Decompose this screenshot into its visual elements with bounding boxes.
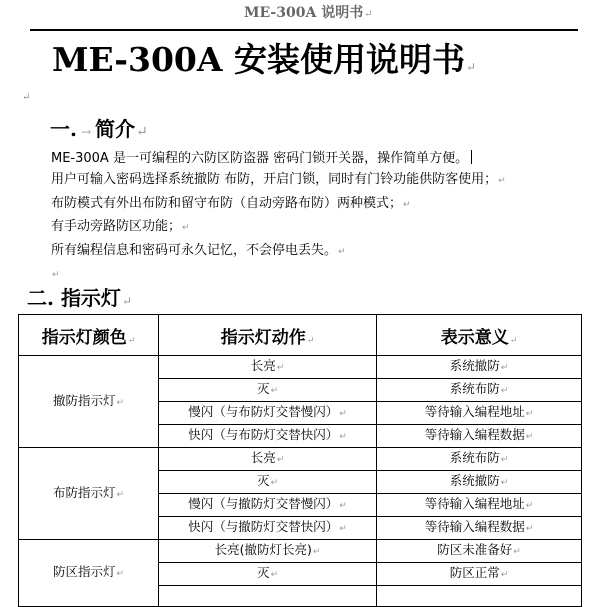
column-header: 指示灯动作↵ [159, 315, 377, 356]
intro-line: 布防模式有外出布防和留守布防（自动旁路布防）两种模式；↵ [51, 195, 411, 211]
group-cell: 防区指示灯↵ [19, 540, 159, 607]
action-cell: 快闪（与布防灯交替快闪）↵ [159, 425, 377, 448]
action-cell: 长亮↵ [159, 448, 377, 471]
intro-line: 有手动旁路防区功能；↵ [51, 219, 190, 235]
section1-heading: 一. → 简介↵ [50, 117, 148, 141]
group-cell: 撤防指示灯↵ [19, 356, 159, 448]
text-cursor [471, 150, 472, 164]
section2-heading: 二. 指示灯↵ [27, 286, 132, 310]
meaning-cell [377, 586, 582, 607]
action-cell: 快闪（与撤防灯交替快闪）↵ [159, 517, 377, 540]
meaning-cell: 防区未准备好↵ [377, 540, 582, 563]
meaning-cell: 等待输入编程地址↵ [377, 494, 582, 517]
empty-paragraph-mark: ↵ [22, 92, 31, 103]
table-row [19, 540, 582, 563]
intro-line: 用户可输入密码选择系统撤防 布防，开启门锁，同时有门铃功能供防客使用；↵ [51, 172, 506, 188]
action-cell: 灭↵ [159, 379, 377, 402]
column-header: 表示意义↵ [377, 315, 582, 356]
column-header: 指示灯颜色↵ [19, 315, 159, 356]
action-cell: 长亮↵ [159, 356, 377, 379]
meaning-cell: 系统布防↵ [377, 379, 582, 402]
meaning-cell: 等待输入编程地址↵ [377, 402, 582, 425]
meaning-cell: 防区正常↵ [377, 563, 582, 586]
table-row [19, 356, 582, 379]
action-cell: 灭↵ [159, 471, 377, 494]
meaning-cell: 等待输入编程数据↵ [377, 425, 582, 448]
action-cell: 慢闪（与撤防灯交替慢闪）↵ [159, 494, 377, 517]
meaning-cell: 系统布防↵ [377, 448, 582, 471]
meaning-cell: 系统撤防↵ [377, 471, 582, 494]
action-cell: 灭↵ [159, 563, 377, 586]
header-text: ME-300A 说明书↵ [244, 5, 373, 21]
indicator-table [18, 314, 582, 607]
intro-text [51, 148, 506, 286]
action-cell [159, 586, 377, 607]
header-rule [30, 29, 578, 31]
page-header [0, 0, 612, 30]
group-cell: 布防指示灯↵ [19, 448, 159, 540]
meaning-cell: 等待输入编程数据↵ [377, 517, 582, 540]
table-row [19, 448, 582, 471]
intro-empty-line: ↵ [52, 270, 60, 281]
action-cell: 长亮(撤防灯长亮)↵ [159, 540, 377, 563]
table-header-row [19, 315, 582, 356]
intro-line: ME-300A 是一可编程的六防区防盗器 密码门锁开关器，操作简单方便。 [51, 148, 506, 169]
document-title: ME-300A 安装使用说明书↵ [52, 40, 477, 79]
action-cell: 慢闪（与布防灯交替慢闪）↵ [159, 402, 377, 425]
intro-line: 所有编程信息和密码可永久记忆，不会停电丢失。↵ [51, 242, 346, 258]
meaning-cell: 系统撤防↵ [377, 356, 582, 379]
